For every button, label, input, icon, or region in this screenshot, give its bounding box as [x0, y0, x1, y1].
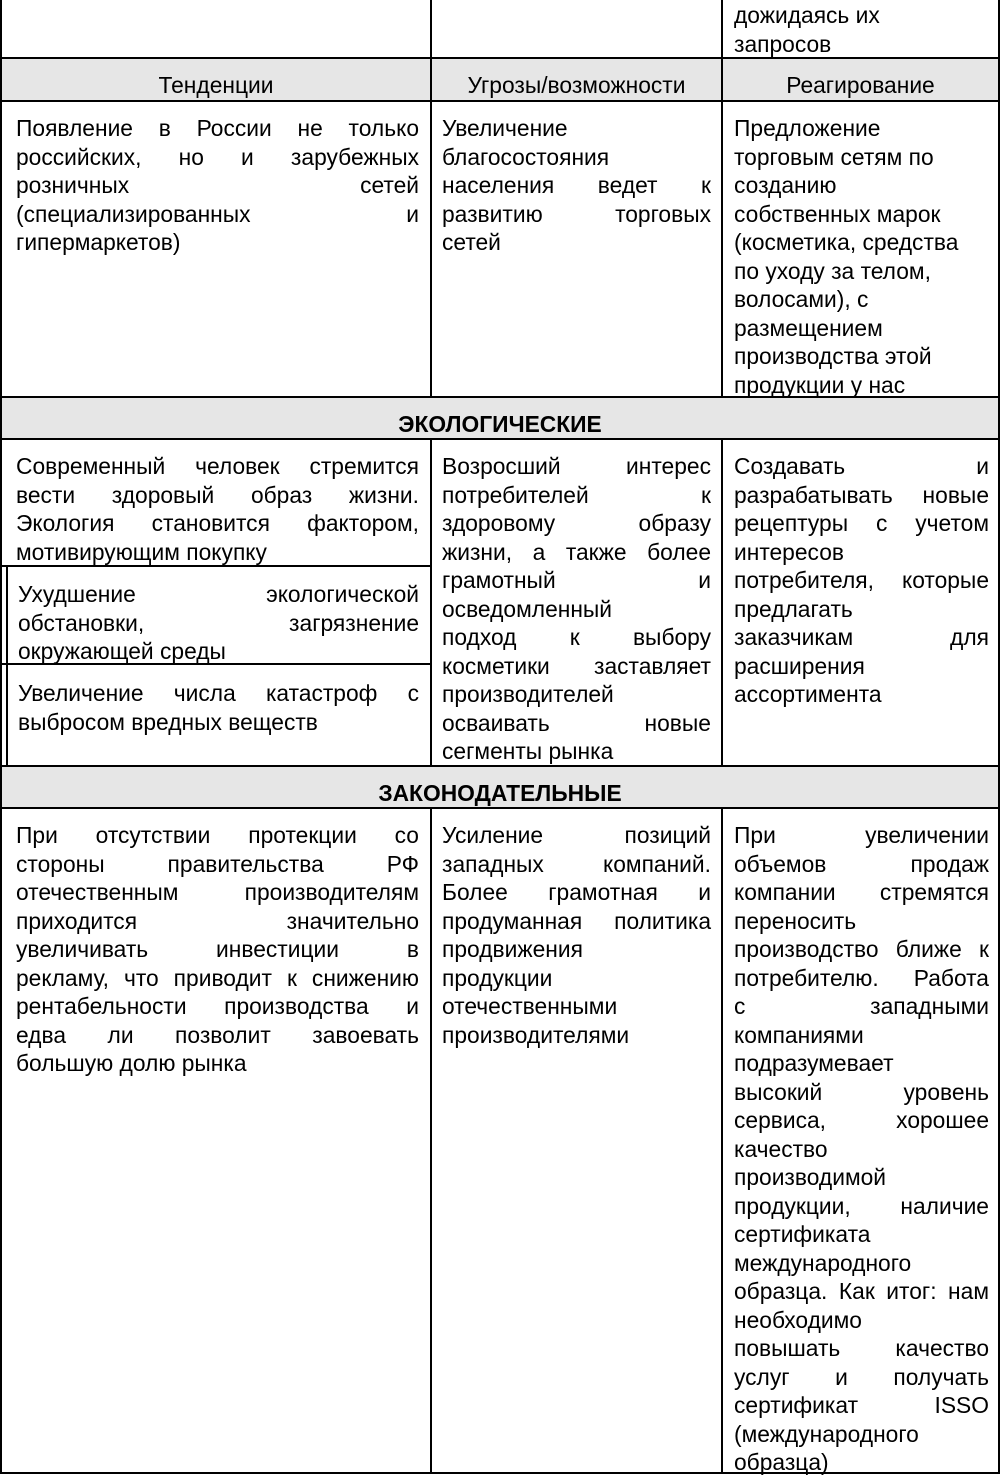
- rule-col-1-2-eco: [430, 439, 432, 767]
- cell-line: созданию: [734, 172, 837, 198]
- leg-threat-cell: [442, 821, 711, 1049]
- cell-line: производства этой: [734, 343, 932, 369]
- cell-line: потребителей к: [442, 481, 711, 508]
- cell-line: ассортимента: [734, 681, 882, 707]
- cell-line: При увеличении: [734, 822, 989, 848]
- cell-line: потребителя, которые: [734, 567, 989, 593]
- cell-line: стороны правительства РФ: [16, 850, 419, 877]
- cell-line: продвижения: [442, 936, 583, 962]
- cell-line: разрабатывать новые: [734, 481, 989, 508]
- cell-line: сегменты рынка: [442, 738, 614, 764]
- rule-col-2-3-eco: [721, 439, 723, 767]
- cell-line: мотивирующим покупку: [16, 538, 267, 565]
- cell-line: переносить: [734, 907, 857, 934]
- cell-line: компаниями: [734, 1021, 864, 1048]
- cell-line: (международного: [734, 1420, 919, 1447]
- cell-line: запросов: [734, 30, 832, 57]
- eco-trend-a-cell: [16, 452, 419, 566]
- cell-line: производителей: [442, 681, 614, 707]
- cell-line: Ухудшение экологической: [18, 581, 419, 607]
- cell-line: развитию торговых: [442, 200, 711, 227]
- eco-trend-b-cell: [18, 580, 419, 666]
- cell-line: сетей: [442, 229, 501, 255]
- cell-line: (специализированных и: [16, 200, 419, 227]
- cell-line: потребителю. Работа: [734, 964, 989, 991]
- cell-line: выбросом вредных веществ: [18, 708, 318, 735]
- cell-line: продуманная политика: [442, 907, 711, 934]
- cell-line: осведомленный: [442, 595, 613, 622]
- cell-line: грамотный и: [442, 567, 711, 593]
- cell-line: Возросший интерес: [442, 453, 711, 479]
- cell-line: с западными: [734, 993, 989, 1019]
- cell-line: большую долю рынка: [16, 1050, 247, 1076]
- header-response: Реагирование: [786, 72, 935, 98]
- cell-line: повышать качество: [734, 1335, 989, 1361]
- cell-line: производителями: [442, 1021, 630, 1048]
- rule-inner-left-eco: [6, 565, 8, 765]
- cell-line: Увеличение: [442, 115, 568, 141]
- cell-line: торговым сетям по: [734, 143, 934, 170]
- cell-line: здоровому образу: [442, 510, 711, 536]
- cell-line: предлагать: [734, 595, 853, 622]
- cell-line: собственных марок: [734, 200, 941, 227]
- cell-line: производство ближе к: [734, 936, 989, 962]
- cell-line: отечественными: [442, 993, 618, 1019]
- cell-line: гипермаркетов): [16, 229, 181, 255]
- cell-line: Предложение: [734, 115, 881, 141]
- cell-line: необходимо: [734, 1306, 862, 1333]
- cell-line: услуг и получать: [734, 1363, 989, 1390]
- section-title-legislative: ЗАКОНОДАТЕЛЬНЫЕ: [378, 780, 622, 806]
- rule-col-1-2-top: [430, 0, 432, 398]
- cell-line: приходится значительно: [16, 907, 419, 934]
- cell-line: подход к выбору: [442, 624, 711, 650]
- cell-line: образца. Как итог: нам: [734, 1278, 989, 1304]
- leg-trend-cell: [16, 821, 419, 1078]
- cell-line: расширения: [734, 652, 865, 679]
- continuation-response-cell: [734, 1, 989, 58]
- cell-line: международного: [734, 1249, 912, 1276]
- rule-col-1-2-leg: [430, 808, 432, 1474]
- cell-line: продукции, наличие: [734, 1192, 989, 1219]
- cell-line: заказчикам для: [734, 624, 989, 650]
- cell-line: населения ведет к: [442, 172, 711, 198]
- cell-line: окружающей среды: [18, 638, 226, 664]
- cell-line: компании стремятся: [734, 879, 989, 905]
- eco-response-cell: [734, 452, 989, 709]
- cell-line: Увеличение числа катастроф с: [18, 680, 419, 706]
- block1-trend-cell: [16, 114, 419, 257]
- block1-threat-cell: [442, 114, 711, 257]
- cell-line: Усиление позиций: [442, 822, 711, 848]
- cell-line: рецептуры с учетом: [734, 510, 989, 536]
- rule-col-2-3-leg: [721, 808, 723, 1474]
- cell-line: сертификата: [734, 1221, 871, 1247]
- leg-response-cell: [734, 821, 989, 1477]
- cell-line: производимой: [734, 1164, 887, 1190]
- cell-line: вести здоровый образ жизни.: [16, 481, 419, 508]
- eco-trend-c-cell: [18, 679, 419, 736]
- cell-line: благосостояния: [442, 143, 610, 170]
- cell-line: осваивать новые: [442, 709, 711, 736]
- cell-line: косметики заставляет: [442, 652, 711, 679]
- cell-line: объемов продаж: [734, 850, 989, 877]
- cell-line: сервиса, хорошее: [734, 1107, 989, 1133]
- cell-line: интересов: [734, 538, 844, 565]
- cell-line: западных компаний.: [442, 850, 711, 877]
- cell-line: продукции: [442, 964, 553, 991]
- cell-line: российских, но и зарубежных: [16, 143, 419, 170]
- cell-line: дожидаясь их: [734, 2, 880, 28]
- cell-line: розничных сетей: [16, 172, 419, 198]
- cell-line: (косметика, средства: [734, 229, 959, 255]
- cell-line: рентабельности производства и: [16, 993, 419, 1019]
- rule-under-legislative: [0, 807, 1000, 809]
- cell-line: по уходу за телом,: [734, 257, 931, 284]
- cell-line: Экология становится фактором,: [16, 510, 419, 536]
- cell-line: Современный человек стремится: [16, 453, 419, 479]
- cell-line: высокий уровень: [734, 1078, 989, 1105]
- cell-line: При отсутствии протекции со: [16, 822, 419, 848]
- section-title-ecological: ЭКОЛОГИЧЕСКИЕ: [398, 411, 602, 437]
- cell-line: Появление в России не только: [16, 115, 419, 141]
- cell-line: сертификат ISSO: [734, 1392, 989, 1418]
- rule-under-ecological: [0, 438, 1000, 440]
- cell-line: подразумевает: [734, 1050, 894, 1076]
- rule-col-2-3-top: [721, 0, 723, 398]
- cell-line: волосами), с: [734, 286, 869, 312]
- cell-line: рекламу, что приводит к снижению: [16, 964, 419, 991]
- cell-line: отечественным производителям: [16, 879, 419, 905]
- cell-line: Создавать и: [734, 453, 989, 479]
- cell-line: увеличивать инвестиции в: [16, 936, 419, 962]
- cell-line: качество: [734, 1135, 828, 1162]
- rule-left-edge: [0, 0, 2, 1474]
- header-trends: Тенденции: [158, 72, 274, 98]
- cell-line: образца): [734, 1449, 829, 1475]
- cell-line: жизни, а также более: [442, 538, 711, 565]
- rule-under-headers: [0, 100, 1000, 102]
- eco-threat-cell: [442, 452, 711, 766]
- cell-line: продукции у нас: [734, 371, 906, 398]
- cell-line: размещением: [734, 314, 883, 341]
- cell-line: Более грамотная и: [442, 879, 711, 905]
- cell-line: обстановки, загрязнение: [18, 609, 419, 636]
- header-threats: Угрозы/возможности: [467, 72, 686, 98]
- cell-line: едва ли позволит завоевать: [16, 1021, 419, 1048]
- block1-response-cell: [734, 114, 989, 399]
